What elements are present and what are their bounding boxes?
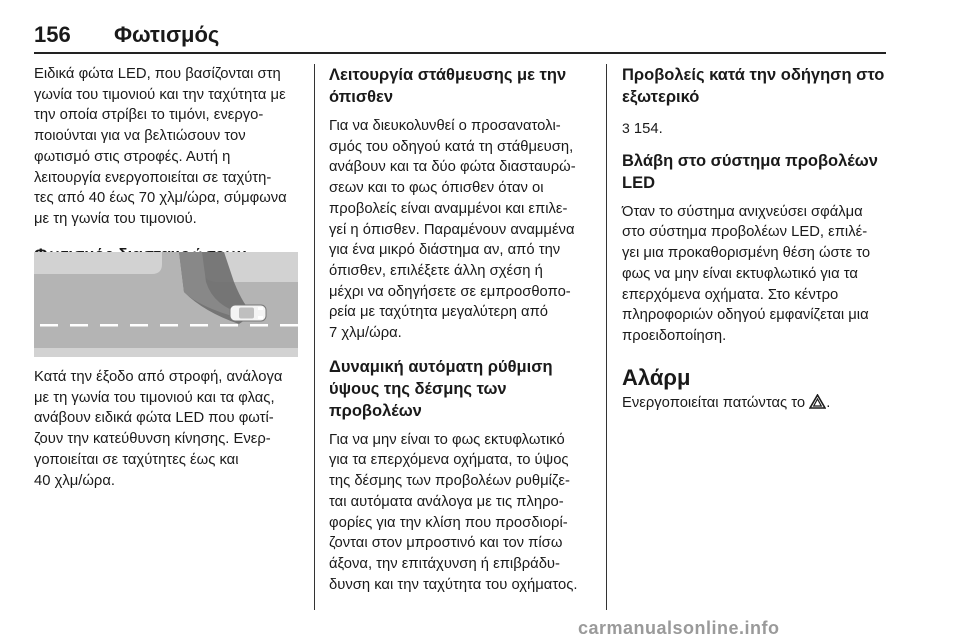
reverse-parking-text: Για να διευκολυνθεί ο προσανατολι- σμός του οδηγού κατά τη στάθμευση, ανάβουν και τα δύο φώτα διασταυρώ- σεων και το φως όπισθεν όταν οι προβολείς είναι αναμμένοι και επιλε- γεί η όπισθεν. Παραμένουν αναμμένα για ένα μικρό διάστημα αν, από την όπισθεν, επιλέξετε άλλη σχέση ή μέχρι να οδηγήσετε σε εμπροσθοπο- ρεία με ταχύτητα μεγαλύτερη από 7 χλμ/ώρα. (329, 118, 576, 342)
cornering-light-illustration (34, 252, 298, 357)
led-fault-heading: Βλάβη στο σύστημα προβολέων LED (622, 151, 878, 192)
car (230, 305, 266, 321)
alarm-heading: Αλάρμ (622, 364, 691, 390)
column-divider (314, 64, 315, 610)
hazard-warning-icon (809, 394, 826, 409)
column-2 (329, 64, 593, 595)
page-reference[interactable] (622, 118, 886, 140)
column-divider (606, 64, 607, 610)
lane-markings (40, 324, 298, 327)
headlight-leveling-text: Για να μην είναι το φως εκτυφλωτικό για τα επερχόμενα οχήματα, το ύψος της δέσμης των προβολέων ρυθμίζε- ται αυτόματα ανάλογα με τις πληρο- φορίες για την κλίση που προσδιορί- ζονται στον μπροστινό και τον πίσω άξονα, την επιτάχυνση ή επιβράδυ- δυνση και την ταχύτητα του οχήματος. (329, 431, 578, 593)
chapter-title: Φωτισμός (114, 22, 220, 47)
driving-abroad-heading: Προβολείς κατά την οδήγηση στο εξωτερικό (622, 66, 885, 106)
headlight-leveling-heading: Δυναμική αυτόματη ρύθμιση ύψους της δέσμης των προβολέων (329, 357, 553, 420)
intro-paragraph: Ειδικά φώτα LED, που βασίζονται στη γωνία του τιμονιού και την ταχύτητα με την οποία στρίβει το τιμόνι, ενεργο- ποιούνται για να βελτιώσουν τον φωτισμό στις στροφές. Αυτή η λειτουργία ενεργοποιείται σε ταχύτη- τες από 40 έως 70 χλμ/ώρα, σύμφωνα με τη γωνία του τιμονιού. (34, 66, 287, 227)
crossing-lights-text: Κατά την έξοδο από στροφή, ανάλογα με τη γωνία του τιμονιού και τα φλας, ανάβουν ειδικά φώτα LED που φωτί- ζουν την κατεύθυνση κίνησης. Ενερ- γοποιείται σε ταχύτητες έως και 40 χλμ/ώρα. (34, 369, 283, 489)
column-1 (34, 64, 298, 266)
page-reference-icon: 3 (622, 120, 630, 136)
page-number: 156 (34, 22, 71, 47)
page-header (34, 20, 886, 52)
alarm-text: Ενεργοποιείται πατώντας το . (622, 394, 831, 411)
column-3 (622, 64, 886, 413)
watermark: carmanualsonline.info (578, 618, 780, 638)
led-fault-text: Όταν το σύστημα ανιχνεύσει σφάλμα στο σύστημα προβολέων LED, επιλέ- γει μια προκαθορισμένη θέση ώστε το φως να μην είναι εκτυφλωτικό για τα επερχόμενα οχήματα. Στο κέντρο πληροφοριών οδηγού εμφανίζεται μια προειδοποίηση. (622, 203, 871, 344)
reverse-parking-heading: Λειτουργία στάθμευσης με την όπισθεν (329, 66, 567, 106)
page-reference-number: 154. (633, 121, 663, 137)
header-rule (34, 52, 886, 54)
